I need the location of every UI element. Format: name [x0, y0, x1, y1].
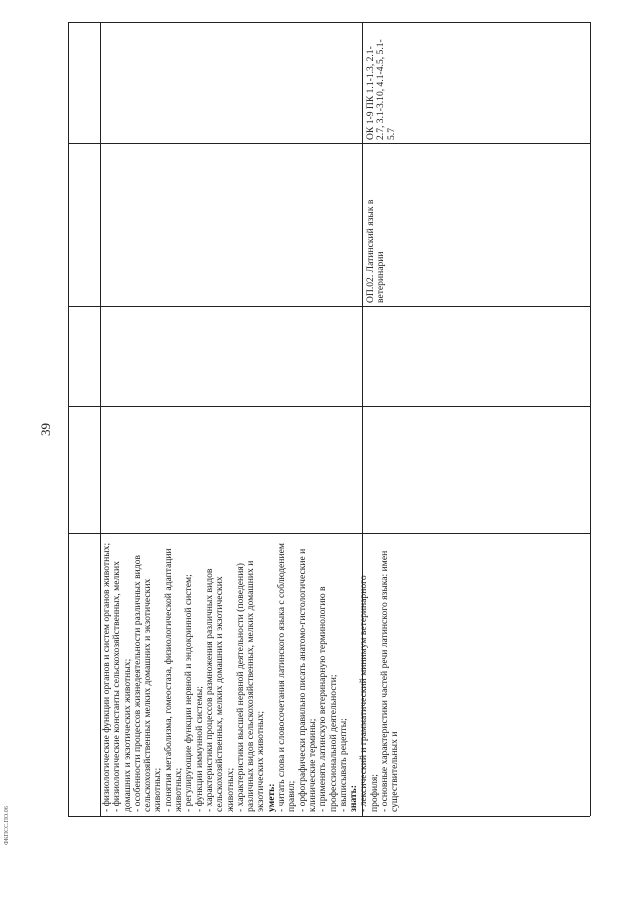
- znat-list: [359, 536, 400, 812]
- list-item: - физиологические константы сельскохозяйственных, мелких домашних и экзотических животных;: [111, 561, 133, 812]
- znat-heading: знать:: [348, 785, 360, 812]
- column-separator: [68, 406, 590, 407]
- umet-heading: уметь:: [265, 783, 277, 812]
- skills-cell: [102, 536, 401, 812]
- skills-list-part1: [102, 536, 267, 812]
- list-item: - выписывать рецепты;: [337, 718, 349, 812]
- table-border-right: [590, 22, 591, 816]
- list-item: - понятия метаболизма, гомеостаза, физиологической адаптации животных;: [162, 548, 185, 812]
- list-item: - физиологические функции органов и систем органов животных;: [101, 542, 112, 812]
- umet-list: [277, 536, 349, 812]
- list-item: - орфографически правильно писать анатомо-гистологические и клинические термины;: [296, 548, 318, 812]
- table-border-top: [68, 22, 590, 23]
- list-item: - читать слова и словосочетания латинского языка с соблюдением правил;: [276, 543, 298, 812]
- list-item: - характеристики высшей нервной деятельности (поведения) различных видов сельскохозяйственных, мелких домашних и экзотических животных;: [234, 560, 267, 812]
- competencies-text: ОК 1-9 ПК 1.1-1.3, 2.1-2.7, 3.1-3.10, 4.1-4.5, 5.1-5.7: [365, 39, 397, 140]
- column-separator: [68, 143, 590, 144]
- column-separator: [68, 533, 590, 534]
- page-number: 39: [38, 423, 53, 436]
- table-border-bottom: [68, 816, 590, 817]
- discipline-cell: [366, 153, 387, 303]
- column-separator: [68, 306, 590, 307]
- list-item: - применять латинскую ветеринарную терминологию в профессиональной деятельности;: [317, 586, 339, 812]
- list-item: - регулирующие функции нервной и эндокринной систем;: [183, 574, 195, 812]
- list-item: - характеристики процессов размножения различных видов сельскохозяйственных, мелких домашних и экзотических животных;: [203, 568, 236, 812]
- footer-code: ФКПСС.ПО.06: [4, 806, 10, 845]
- list-item: - лексический и грамматический минимум ветеринарного профиля;: [358, 575, 380, 812]
- list-item: - функции иммунной системы;: [193, 686, 205, 812]
- discipline-title: ОП.02. Латинский язык в ветеринарии: [365, 199, 387, 303]
- list-item: - особенности процессов жизнедеятельности различных видов сельскохозяйственных мелких домашних и экзотических животных;: [131, 555, 164, 812]
- list-item: - основные характеристики частей речи латинского языка: имен существительных и: [379, 550, 401, 812]
- competencies-cell: [366, 34, 397, 140]
- table-border-left: [68, 22, 69, 816]
